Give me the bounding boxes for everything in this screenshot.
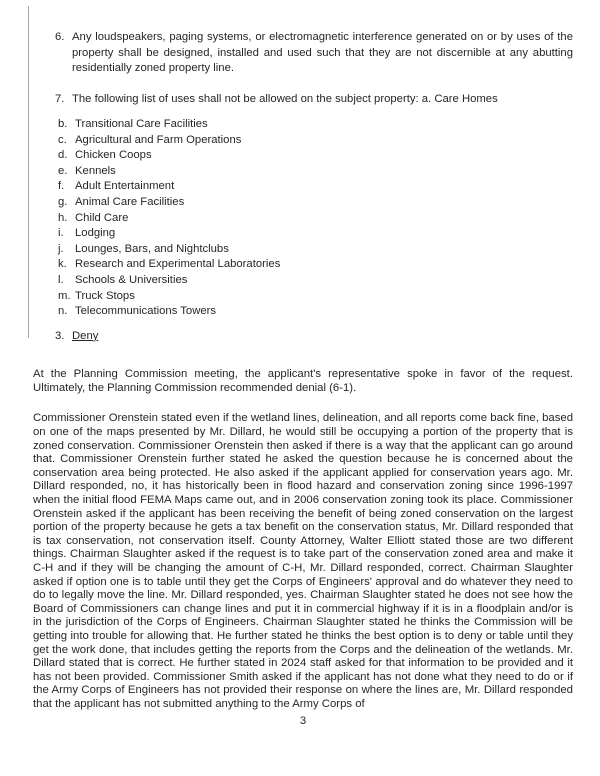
item-marker: 3. xyxy=(55,329,65,342)
prohibited-use-item xyxy=(58,304,573,320)
item-text: The following list of uses shall not be allowed on the subject property: a. Care Homes xyxy=(72,92,498,105)
prohibited-use-item xyxy=(58,195,573,211)
item-marker: c. xyxy=(58,133,67,146)
item-marker: n. xyxy=(58,305,68,318)
prohibited-use-item xyxy=(58,257,573,273)
prohibited-use-item xyxy=(58,148,573,164)
item-marker: l. xyxy=(58,273,64,286)
scan-artifact-line xyxy=(28,6,29,338)
item-text: Research and Experimental Laboratories xyxy=(75,258,281,271)
item-text: Kennels xyxy=(75,164,116,177)
item-text: Lounges, Bars, and Nightclubs xyxy=(75,242,229,255)
list-item-6 xyxy=(55,30,573,77)
prohibited-use-item xyxy=(58,179,573,195)
prohibited-use-item xyxy=(58,211,573,227)
item-text: Adult Entertainment xyxy=(75,180,175,193)
item-marker: i. xyxy=(58,227,64,240)
commission-discussion-paragraph: Commissioner Orenstein stated even if the wetland lines, delineation, and all reports come back fine, based on one of the maps presented by Mr. Dillard, he would still be occupying a portion of the property that is zoned conservation. Commissioner Orenstein then asked if there is a way that the applicant can go around that. Commissioner Orenstein further stated he asked the question because he is concerned about the conservation area being protected. He also asked if the applicant applied for conservation years ago. Mr. Dillard responded, no, it has historically been in flood hazard and conservation zoning since 1996-1997 when the initial flood FEMA Maps came out, and in 2006 conservation zoning took its place. Commissioner Orenstein asked if the applicant has been receiving the benefit of being zoned conservation on the largest portion of the property because he gets a tax benefit on the conservation status, Mr. Dillard responded that is tax conservation, not conservation itself. County Attorney, Walter Elliott stated those are two different things. Chairman Slaughter asked if the request is to take part of the conservation zoned area and make it C-H and if they will be changing the amount of C-H, Mr. Dillard responded, correct. Chairman Slaughter asked if option one is to table until they get the Corps of Engineers' approval and do whatever they need to do to legally move the line. Mr. Dillard responded, yes. Chairman Slaughter stated he does not see how the Board of Commissioners can change lines and put it in commercial highway if it is in a floodplain and/or is in the jurisdiction of the Corps of Engineers. Chairman Slaughter stated he thinks the Commission will be getting into trouble for allowing that. He further stated he thinks the best option is to deny or table until they get the work done, that includes getting the reports from the Corps and the delineation of the wetlands. Mr. Dillard stated that is correct. He further stated in 2024 staff asked for that information to be provided and it has not been provided. Commissioner Smith asked if the applicant has not done what they need to do or if the Army Corps of Engineers has not provided their response on where the lines are, Mr. Dillard responded that the applicant has not submitted anything to the Army Corps of xyxy=(33,412,573,710)
item-marker: 7. xyxy=(55,92,65,105)
deny-label: Deny xyxy=(72,329,99,342)
item-marker: g. xyxy=(58,195,68,208)
item-marker: b. xyxy=(58,118,68,130)
item-marker: k. xyxy=(58,258,67,271)
item-text: Child Care xyxy=(75,211,129,224)
item-marker: d. xyxy=(58,149,68,162)
item-text: Telecommunications Towers xyxy=(75,305,217,318)
prohibited-use-item xyxy=(58,289,573,305)
page-number: 3 xyxy=(299,715,307,728)
prohibited-use-item xyxy=(58,273,573,289)
option-deny xyxy=(55,329,573,345)
item-marker: j. xyxy=(58,242,64,255)
item-text: Transitional Care Facilities xyxy=(75,118,208,130)
item-text: Chicken Coops xyxy=(75,149,152,162)
planning-commission-paragraph: At the Planning Commission meeting, the applicant's representative spoke in favor of the request. Ultimately, the Planning Commission recommended denial (6-1). xyxy=(33,368,573,394)
item-text: Lodging xyxy=(75,227,116,240)
item-marker: h. xyxy=(58,211,68,224)
prohibited-use-item xyxy=(58,242,573,258)
prohibited-use-item xyxy=(58,164,573,180)
item-marker: 6. xyxy=(55,31,65,43)
item-text: Schools & Universities xyxy=(75,273,188,286)
item-text: Truck Stops xyxy=(75,289,135,302)
prohibited-use-item xyxy=(58,226,573,242)
item-text: Animal Care Facilities xyxy=(75,195,185,208)
list-item-7 xyxy=(55,92,573,108)
item-marker: e. xyxy=(58,164,68,177)
item-text: Any loudspeakers, paging systems, or electromagnetic interference generated on or by uses of the property shall be designed, installed and used such that they are not discernible at any abutting residentially zoned property line. xyxy=(72,31,573,74)
prohibited-use-item xyxy=(58,133,573,149)
prohibited-use-item xyxy=(58,117,573,133)
item-text: Agricultural and Farm Operations xyxy=(75,133,242,146)
item-marker: m. xyxy=(58,289,71,302)
prohibited-uses-list xyxy=(58,117,573,320)
item-marker: f. xyxy=(58,180,65,193)
